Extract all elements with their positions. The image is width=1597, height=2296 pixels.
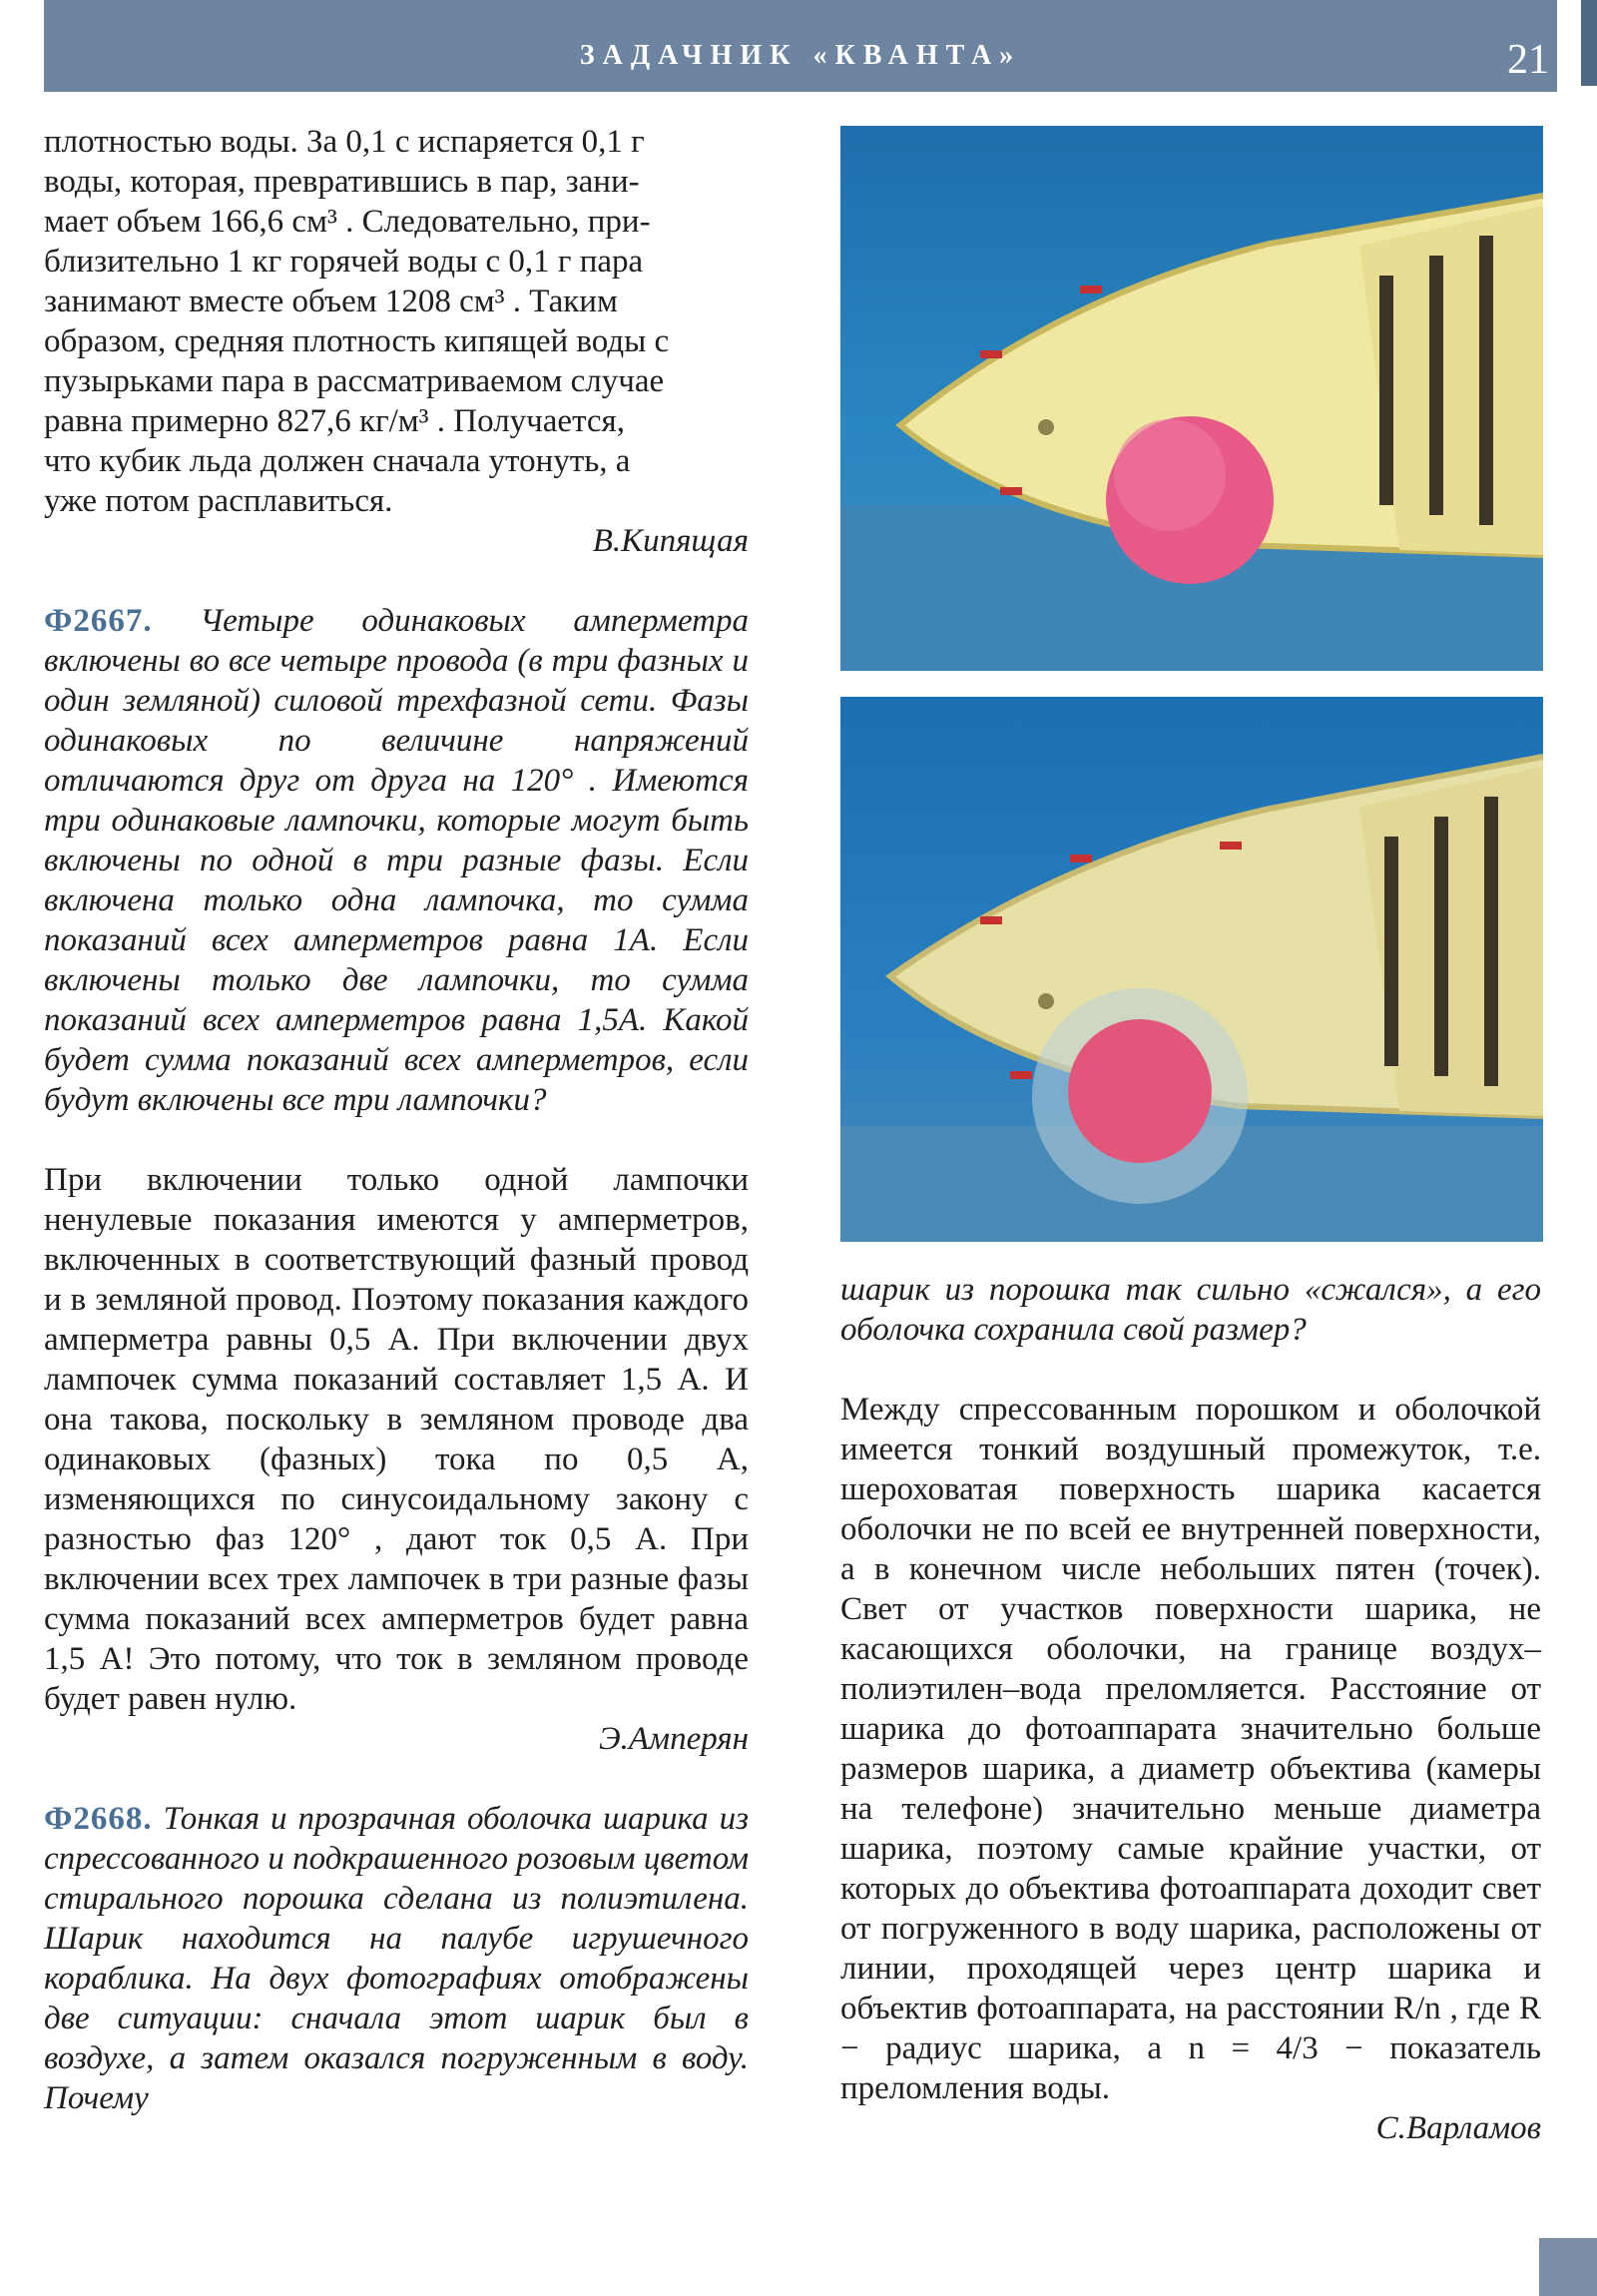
- text-line: близительно 1 кг горячей воды с 0,1 г пара: [44, 244, 644, 280]
- problem-statement: Тонкая и прозрачная оболочка шарика из спрессованного и подкрашенного розовым цветом стирального порошка сделана из полиэтилена. Шарик находится на палубе игрушечного кораблика. На двух фотографиях отображены две ситуации: сначала этот шарик был в воздухе, а затем оказался погруженным в воду. Почему: [44, 1801, 750, 2116]
- text-line: равна примерно 827,6 кг/м³ . Получается,: [44, 403, 625, 439]
- problem-statement: Четыре одинаковых амперметра включены во все четыре провода (в три фазных и один земляной) силовой трехфазной сети. Фазы одинаковых по величине напряжений отличаются друг от друга на 120° . Имеются три одинаковые лампочки, которые могут быть включены по одной в три разные фазы. Если включена только одна лампочка, то сумма показаний всех амперметров равна 1А. Если включены только две лампочки, то сумма показаний всех амперметров равна 1,5А. Какой будет сумма показаний всех амперметров, если будут включены все три лампочки?: [44, 603, 749, 1118]
- header-bar: [44, 0, 1557, 92]
- text-line: уже потом расплавиться.: [44, 483, 393, 519]
- solution-f2667: При включении только одной лампочки ненулевые показания имеются у амперметров, включенных в соответствующий фазный провод и в земляной провод. Поэтому показания каждого амперметра равны 0,5 А. При включении двух лампочек сумма показаний составляет 1,5 А. И она такова, поскольку в земляном проводе два одинаковых (фазных) тока по 0,5 А, изменяющихся по синусоидальному закону с разностью фаз 120° , дают ток 0,5 А. При включении всех трех лампочек в три разные фазы сумма показаний всех амперметров будет равна 1,5 А! Это потому, что ток в земляном проводе будет равен нулю.: [44, 1162, 749, 1717]
- solution-f2668: Между спрессованным порошком и оболочкой имеется тонкий воздушный промежуток, т.е. шероховатая поверхность шарика касается оболочки не по всей ее внутренней поверхности, а в конечном числе небольших пятен (точек). Свет от участков поверхности шарика, не касающихся оболочки, на границе воздух–полиэтилен–вода преломляется. Расстояние от шарика до фотоаппарата значительно больше размеров шарика, а диаметр объектива (камеры на телефоне) значительно меньше диаметра шарика, поэтому самые крайние участки, от которых до объектива фотоаппарата доходит свет от погруженного в воду шарика, расположены от линии, проходящей через центр шарика и объектив фотоаппарата, на расстоянии R/n , где R − радиус шарика, а n = 4/3 − показатель преломления воды.: [840, 1392, 1541, 2106]
- page-number: 21: [1507, 37, 1549, 83]
- problem-f2668: [44, 1799, 749, 2118]
- photo-ball-in-water: [840, 697, 1543, 1242]
- corner-mark: [1539, 2238, 1597, 2296]
- side-tab: [1581, 0, 1597, 86]
- author-signature: Э.Амперян: [599, 1721, 749, 1757]
- text-line: пузырьками пара в рассматриваемом случае: [44, 363, 665, 399]
- right-column: [840, 1270, 1541, 2148]
- left-column: [44, 122, 749, 2118]
- author-signature: В.Кипящая: [592, 523, 749, 559]
- journal-section-title: ЗАДАЧНИК «КВАНТА»: [579, 40, 1022, 71]
- problem-number: Ф2668.: [44, 1801, 153, 1837]
- text-line: мает объем 166,6 см³ . Следовательно, при-: [44, 204, 651, 240]
- text-line: что кубик льда должен сначала утонуть, а: [44, 443, 631, 479]
- intro-text: [44, 122, 749, 521]
- text-line: воды, которая, превратившись в пар, зани-: [44, 164, 640, 200]
- text-line: плотностью воды. За 0,1 с испаряется 0,1 г: [44, 124, 645, 160]
- problem-f2667: [44, 601, 749, 1120]
- photo-ball-in-air: [840, 126, 1543, 671]
- author-signature: С.Варламов: [1375, 2110, 1541, 2146]
- text-line: занимают вместе объем 1208 см³ . Таким: [44, 284, 618, 319]
- problem-f2668-continuation: шарик из порошка так сильно «сжался», а его оболочка сохранила свой размер?: [840, 1272, 1541, 1348]
- problem-number: Ф2667.: [44, 603, 153, 639]
- text-line: образом, средняя плотность кипящей воды с: [44, 323, 670, 359]
